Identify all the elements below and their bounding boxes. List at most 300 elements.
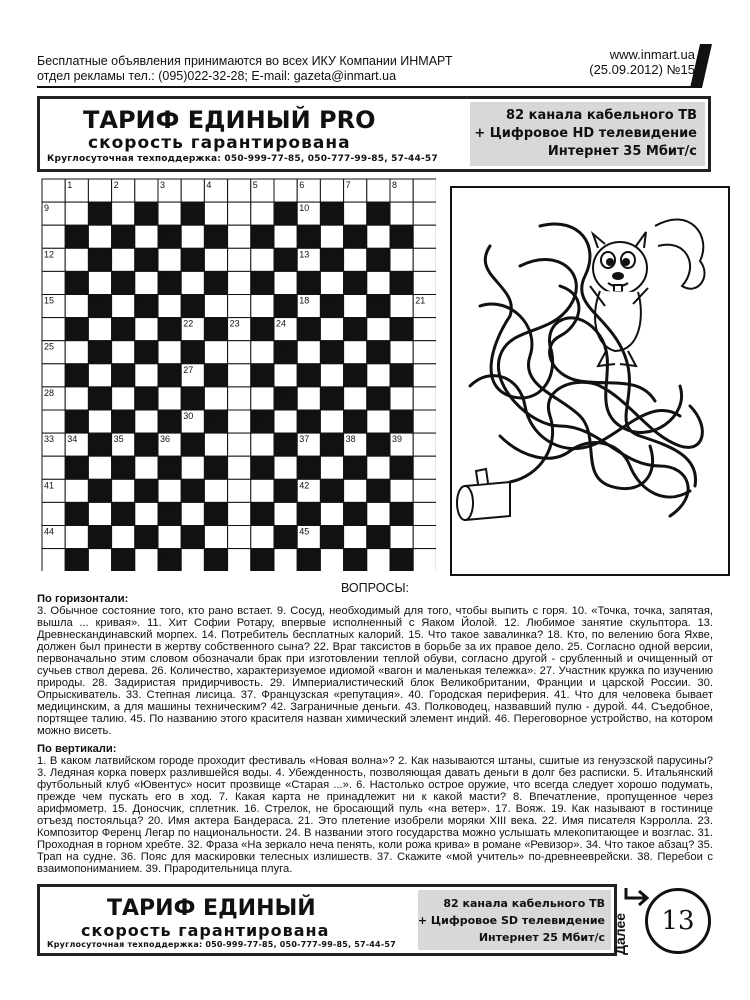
crossword-cell: [88, 179, 111, 202]
crossword-black-cell: [297, 364, 320, 387]
crossword-black-cell: [112, 318, 135, 341]
crossword-cell: [228, 456, 251, 479]
crossword-cell: [158, 341, 181, 364]
crossword-black-cell: [297, 502, 320, 525]
crossword-cell: [274, 271, 297, 294]
crossword-cell: [204, 479, 227, 502]
maze-picture: [450, 186, 730, 576]
crossword-cell: [228, 271, 251, 294]
crossword-black-cell: [135, 387, 158, 410]
crossword-cell: [251, 387, 274, 410]
banner-top-right: [470, 102, 705, 166]
crossword-cell: [88, 225, 111, 248]
crossword-cell: [251, 433, 274, 456]
crossword-cell: [413, 364, 436, 387]
crossword-black-cell: [204, 364, 227, 387]
banner-top-subtitle: скорость гарантирована: [88, 133, 351, 153]
crossword-black-cell: [251, 456, 274, 479]
crossword-black-cell: [181, 433, 204, 456]
banner-top-support: Круглосуточная техподдержка: 050-999-77-85, 050-777-99-85, 57-44-57: [47, 154, 438, 164]
crossword-cell: [413, 433, 436, 456]
crossword-cell: [88, 271, 111, 294]
header-ads-info: [37, 54, 467, 84]
crossword-black-cell: [204, 549, 227, 571]
crossword-cell: [42, 318, 65, 341]
crossword-cell: [413, 341, 436, 364]
crossword-cell: [413, 179, 436, 202]
crossword-cell: [251, 248, 274, 271]
crossword-black-cell: [135, 248, 158, 271]
crossword-black-cell: [390, 271, 413, 294]
header-divider: [37, 86, 697, 88]
crossword-clue-number: 10: [299, 203, 310, 214]
crossword-black-cell: [204, 456, 227, 479]
crossword-clue-number: 23: [229, 318, 240, 329]
crossword-black-cell: [344, 456, 367, 479]
crossword-clue-number: 18: [299, 295, 310, 306]
crossword-cell: [158, 295, 181, 318]
crossword-black-cell: [181, 202, 204, 225]
crossword-clue-number: 19: [322, 295, 333, 306]
crossword-cell: [181, 179, 204, 202]
crossword-clue-number: 5: [252, 180, 258, 190]
crossword-clue-number: 25: [44, 341, 55, 352]
squirrel-icon: [590, 219, 705, 366]
crossword-cell: [42, 456, 65, 479]
crossword-cell: [42, 364, 65, 387]
crossword-black-cell: [320, 248, 343, 271]
crossword-black-cell: [390, 410, 413, 433]
crossword-cell: [367, 549, 390, 571]
crossword-cell: [158, 387, 181, 410]
crossword-cell: [112, 526, 135, 549]
crossword-cell: [181, 225, 204, 248]
crossword-clue-number: 29: [276, 387, 287, 398]
questions-down-block: [37, 743, 713, 875]
crossword-cell: [158, 479, 181, 502]
crossword-black-cell: [274, 248, 297, 271]
crossword-cell: [344, 295, 367, 318]
crossword-black-cell: [135, 202, 158, 225]
crossword-black-cell: [181, 341, 204, 364]
crossword-cell: [367, 364, 390, 387]
crossword-cell: [181, 456, 204, 479]
crossword-black-cell: [344, 271, 367, 294]
crossword-black-cell: [88, 526, 111, 549]
crossword-cell: [413, 318, 436, 341]
crossword-black-cell: [320, 341, 343, 364]
crossword-cell: [390, 479, 413, 502]
crossword-cell: [88, 549, 111, 571]
crossword-black-cell: [274, 202, 297, 225]
questions-down-text: 1. В каком латвийском городе проходит фестиваль «Новая волна»? 2. Как называются штаны, сшитые из генуэзской парусины? 3. Ледяная корка поверх разлившейся воды. 4. Убежденность, позволяющая давать деньги в долг без расписки. 5. Итальянский футбольный клуб «Ювентус» носит прозвище «Старая ...». 6. Настолько острое оружие, что всегда следует хорошо подумать, прежде чем пускать его в ход. 7. Какая карта не принадлежит ни к какой масти? 8. Впечатление, пропущенное через арифмометр. 15. Доносчик, сплетник. 16. Стрелок, не бросающий пуль «на ветер». 17. Вояж. 19. Как называют в гостинице отъезд постояльца? 20. Имя актера Бандераса. 21. Это плетение изобрели моряки XIII века. 22. Имя писателя Кэрролла. 23. Композитор Ференц Легар по национальности. 24. В названии этого государства можно услышать млекопитающее и возглас. 31. Проходная в горном хребте. 32. Фраза «На зеркало неча пенять, коли рожа крива» в романе «Ревизор». 34. Что такое абзац? 35. Трап на судне. 36. Пояс для маскировки телесных излишеств. 37. Скажите «мой учитель» по-древнееврейски. 38. Перебои с взаимопониманием. 39. Прародительница плуга.: [37, 755, 713, 875]
crossword-cell: [344, 341, 367, 364]
crossword-black-cell: [367, 479, 390, 502]
crossword-cell: [158, 202, 181, 225]
crossword-clue-number: 39: [392, 434, 403, 445]
crossword-cell: [228, 479, 251, 502]
crossword-cell: [367, 410, 390, 433]
crossword-cell: [390, 248, 413, 271]
crossword-cell: [88, 410, 111, 433]
crossword-black-cell: [390, 502, 413, 525]
crossword-black-cell: [181, 295, 204, 318]
crossword-black-cell: [274, 295, 297, 318]
crossword-black-cell: [158, 410, 181, 433]
crossword-cell: [135, 179, 158, 202]
crossword-cell: [65, 479, 88, 502]
crossword-black-cell: [320, 479, 343, 502]
crossword-cell: [228, 202, 251, 225]
crossword-black-cell: [344, 549, 367, 571]
crossword-cell: [65, 387, 88, 410]
crossword-cell: [65, 295, 88, 318]
crossword-cell: [413, 502, 436, 525]
crossword-cell: [413, 410, 436, 433]
crossword-black-cell: [204, 318, 227, 341]
crossword-cell: [228, 526, 251, 549]
crossword-clue-number: 11: [160, 226, 170, 237]
crossword-black-cell: [367, 526, 390, 549]
crossword-black-cell: [320, 387, 343, 410]
crossword-clue-number: 41: [44, 480, 55, 491]
crossword-cell: [320, 410, 343, 433]
crossword-cell: [228, 179, 251, 202]
crossword-cell: [135, 549, 158, 571]
crossword-clue-number: 44: [44, 526, 55, 537]
crossword-clue-number: 30: [183, 411, 194, 421]
crossword-cell: [413, 526, 436, 549]
crossword-black-cell: [251, 364, 274, 387]
maze-paths: [470, 224, 702, 516]
crossword-clue-number: 17: [136, 295, 147, 306]
crossword-clue-number: 14: [160, 272, 171, 283]
header-ads-line: Бесплатные объявления принимаются во всех ИКУ Компании ИНМАРТ: [37, 54, 453, 68]
crossword-cell: [413, 549, 436, 571]
crossword-cell: [228, 433, 251, 456]
crossword-black-cell: [112, 410, 135, 433]
crossword-black-cell: [344, 364, 367, 387]
banner-top-line3: Интернет 35 Мбит/с: [547, 144, 697, 159]
crossword-clue-number: 26: [276, 341, 287, 352]
crossword-black-cell: [297, 225, 320, 248]
crossword-clue-number: 32: [252, 411, 263, 421]
crossword-cell: [274, 225, 297, 248]
crossword-cell: [413, 202, 436, 225]
crossword-black-cell: [297, 271, 320, 294]
crossword-clue-number: 1: [67, 180, 73, 190]
crossword-clue-number: 46: [160, 549, 171, 560]
crossword-cell: [390, 202, 413, 225]
crossword-cell: [181, 549, 204, 571]
banner-top: [37, 96, 711, 172]
banner-bottom-left: [43, 890, 413, 950]
crossword-black-cell: [65, 364, 88, 387]
crossword-cell: [204, 295, 227, 318]
crossword-black-cell: [367, 202, 390, 225]
crossword-black-cell: [204, 271, 227, 294]
questions-title: ВОПРОСЫ:: [341, 581, 409, 595]
crossword-black-cell: [65, 502, 88, 525]
crossword-cell: [367, 456, 390, 479]
crossword-cell: [251, 341, 274, 364]
crossword-black-cell: [297, 456, 320, 479]
crossword-clue-number: 16: [90, 295, 101, 306]
header-issue-info: [589, 47, 695, 77]
crossword-cell: [413, 387, 436, 410]
crossword-cell: [320, 271, 343, 294]
crossword-black-cell: [274, 526, 297, 549]
crossword-black-cell: [274, 479, 297, 502]
crossword-cell: [204, 526, 227, 549]
crossword-clue-number: 8: [392, 180, 398, 190]
banner-top-line1: 82 канала кабельного ТВ: [506, 108, 697, 123]
crossword-black-cell: [390, 225, 413, 248]
crossword-cell: [390, 341, 413, 364]
crossword-cell: [204, 433, 227, 456]
crossword-black-cell: [112, 549, 135, 571]
crossword-cell: [413, 248, 436, 271]
crossword-clue-number: 6: [299, 180, 305, 190]
crossword-black-cell: [274, 433, 297, 456]
crossword-cell: [413, 271, 436, 294]
banner-bottom-right: [418, 890, 611, 950]
crossword-black-cell: [181, 526, 204, 549]
crossword-black-cell: [251, 225, 274, 248]
crossword-cell: [42, 549, 65, 571]
crossword-clue-number: 28: [44, 387, 55, 398]
crossword-cell: [135, 502, 158, 525]
crossword-cell: [135, 271, 158, 294]
crossword-black-cell: [181, 479, 204, 502]
crossword-clue-number: 35: [113, 434, 124, 445]
crossword-cell: [112, 387, 135, 410]
crossword-cell: [112, 479, 135, 502]
crossword-black-cell: [88, 248, 111, 271]
crossword-cell: [204, 202, 227, 225]
banner-bottom-line3: Интернет 25 Мбит/с: [478, 931, 605, 944]
banner-bottom-line2: + Цифровое SD телевидение: [417, 914, 605, 927]
crossword-black-cell: [135, 526, 158, 549]
crossword-cell: [274, 364, 297, 387]
crossword-cell: [42, 225, 65, 248]
crossword-black-cell: [65, 410, 88, 433]
crossword-cell: [367, 179, 390, 202]
crossword-cell: [42, 179, 65, 202]
page-number: 13: [645, 888, 711, 954]
crossword-cell: [367, 225, 390, 248]
crossword-black-cell: [112, 364, 135, 387]
banner-bottom-features: [418, 895, 605, 946]
crossword-cell: [297, 341, 320, 364]
crossword-cell: [251, 295, 274, 318]
crossword-black-cell: [65, 318, 88, 341]
crossword-clue-number: 12: [44, 249, 55, 260]
crossword-cell: [344, 526, 367, 549]
crossword-cell: [65, 202, 88, 225]
crossword-cell: [274, 179, 297, 202]
crossword-black-cell: [88, 433, 111, 456]
crossword-black-cell: [344, 318, 367, 341]
crossword-cell: [228, 410, 251, 433]
crossword-clue-number: 36: [160, 434, 171, 445]
crossword-black-cell: [297, 410, 320, 433]
crossword-cell: [320, 456, 343, 479]
crossword-clue-number: 33: [44, 434, 55, 445]
crossword-black-cell: [297, 549, 320, 571]
crossword-black-cell: [320, 433, 343, 456]
crossword-clue-number: 45: [299, 526, 310, 537]
crossword-cell: [228, 248, 251, 271]
crossword-cell: [135, 318, 158, 341]
crossword-black-cell: [88, 387, 111, 410]
crossword-clue-number: 42: [299, 480, 310, 491]
crossword-cell: [42, 502, 65, 525]
crossword-cell: [88, 364, 111, 387]
crossword-cell: [390, 387, 413, 410]
crossword-cell: [135, 225, 158, 248]
crossword-cell: [367, 502, 390, 525]
crossword-black-cell: [158, 318, 181, 341]
crossword-cell: [367, 271, 390, 294]
site-url: www.inmart.ua: [609, 47, 695, 62]
crossword-cell: [42, 271, 65, 294]
header-contact-line: отдел рекламы тел.: (095)022-32-28; E-mail: gazeta@inmart.ua: [37, 69, 397, 83]
crossword-cell: [135, 456, 158, 479]
crossword-black-cell: [181, 248, 204, 271]
crossword-cell: [112, 202, 135, 225]
crossword-black-cell: [251, 502, 274, 525]
crossword-cell: [228, 502, 251, 525]
header-slash-decoration: [690, 44, 712, 88]
crossword-cell: [228, 549, 251, 571]
banner-bottom-subtitle: скорость гарантирована: [81, 921, 330, 940]
crossword-cell: [320, 179, 343, 202]
crossword-black-cell: [135, 479, 158, 502]
crossword-cell: [274, 456, 297, 479]
banner-bottom-support: Круглосуточная техподдержка: 050-999-77-85, 050-777-99-85, 57-44-57: [47, 940, 396, 949]
crossword-clue-number: 2: [113, 180, 119, 190]
crossword-black-cell: [112, 225, 135, 248]
crossword-black-cell: [135, 433, 158, 456]
stump-icon: [457, 469, 510, 520]
crossword-black-cell: [344, 410, 367, 433]
crossword-clue-number: 22: [183, 318, 194, 329]
banner-top-title: ТАРИФ ЕДИНЫЙ PRO: [83, 106, 376, 134]
crossword-cell: [204, 341, 227, 364]
crossword-cell: [274, 502, 297, 525]
crossword-black-cell: [390, 456, 413, 479]
crossword-cell: [204, 248, 227, 271]
crossword-cell: [228, 295, 251, 318]
crossword-cell: [181, 502, 204, 525]
crossword-black-cell: [135, 341, 158, 364]
crossword-clue-number: 31: [206, 411, 217, 421]
crossword-clue-number: 43: [160, 503, 171, 514]
banner-top-line2: + Цифровое HD телевидение: [474, 126, 697, 141]
questions-down-heading: По вертикали:: [37, 743, 117, 755]
crossword-black-cell: [344, 225, 367, 248]
crossword-cell: [344, 479, 367, 502]
crossword-clue-number: 34: [67, 434, 78, 445]
crossword-black-cell: [204, 502, 227, 525]
crossword-black-cell: [251, 271, 274, 294]
crossword-clue-number: 24: [276, 318, 287, 329]
crossword-cell: [65, 526, 88, 549]
crossword-grid: [40, 177, 436, 571]
crossword-cell: [65, 341, 88, 364]
crossword-cell: [320, 225, 343, 248]
crossword-black-cell: [390, 549, 413, 571]
crossword-black-cell: [65, 456, 88, 479]
crossword-cell: [413, 479, 436, 502]
crossword-black-cell: [88, 341, 111, 364]
crossword-clue-number: 3: [160, 180, 166, 190]
crossword-black-cell: [204, 225, 227, 248]
crossword-clue-number: 7: [345, 180, 351, 190]
crossword-clue-number: 4: [206, 180, 212, 190]
crossword-black-cell: [251, 549, 274, 571]
crossword-cell: [158, 526, 181, 549]
crossword-cell: [274, 410, 297, 433]
crossword-black-cell: [320, 526, 343, 549]
crossword-black-cell: [158, 364, 181, 387]
crossword-cell: [320, 318, 343, 341]
crossword-cell: [204, 387, 227, 410]
crossword-black-cell: [297, 318, 320, 341]
crossword-black-cell: [390, 318, 413, 341]
crossword-clue-number: 15: [44, 295, 55, 306]
crossword-cell: [88, 502, 111, 525]
crossword-black-cell: [65, 225, 88, 248]
crossword-black-cell: [320, 202, 343, 225]
crossword-black-cell: [112, 271, 135, 294]
crossword-black-cell: [65, 271, 88, 294]
crossword-cell: [228, 364, 251, 387]
crossword-black-cell: [367, 433, 390, 456]
crossword-cell: [88, 456, 111, 479]
crossword-cell: [390, 295, 413, 318]
crossword-cell: [344, 202, 367, 225]
questions-across-heading: По горизонтали:: [37, 593, 129, 605]
crossword-cell: [88, 318, 111, 341]
crossword-black-cell: [390, 364, 413, 387]
banner-bottom-title: ТАРИФ ЕДИНЫЙ: [107, 896, 316, 921]
banner-bottom-line1: 82 канала кабельного ТВ: [443, 897, 605, 910]
crossword-cell: [251, 202, 274, 225]
crossword-cell: [320, 364, 343, 387]
crossword-cell: [158, 248, 181, 271]
crossword-cell: [320, 549, 343, 571]
crossword-black-cell: [181, 387, 204, 410]
crossword-cell: [228, 341, 251, 364]
crossword-black-cell: [65, 549, 88, 571]
crossword-cell: [135, 364, 158, 387]
crossword-cell: [251, 479, 274, 502]
crossword-clue-number: 40: [160, 457, 171, 468]
crossword-black-cell: [88, 202, 111, 225]
crossword-cell: [65, 248, 88, 271]
crossword-cell: [181, 271, 204, 294]
crossword-cell: [390, 526, 413, 549]
crossword-black-cell: [367, 248, 390, 271]
crossword-black-cell: [344, 502, 367, 525]
issue-date: (25.09.2012) №15: [589, 62, 695, 77]
crossword-cell: [112, 295, 135, 318]
crossword-black-cell: [367, 387, 390, 410]
crossword-black-cell: [88, 479, 111, 502]
crossword-black-cell: [367, 341, 390, 364]
